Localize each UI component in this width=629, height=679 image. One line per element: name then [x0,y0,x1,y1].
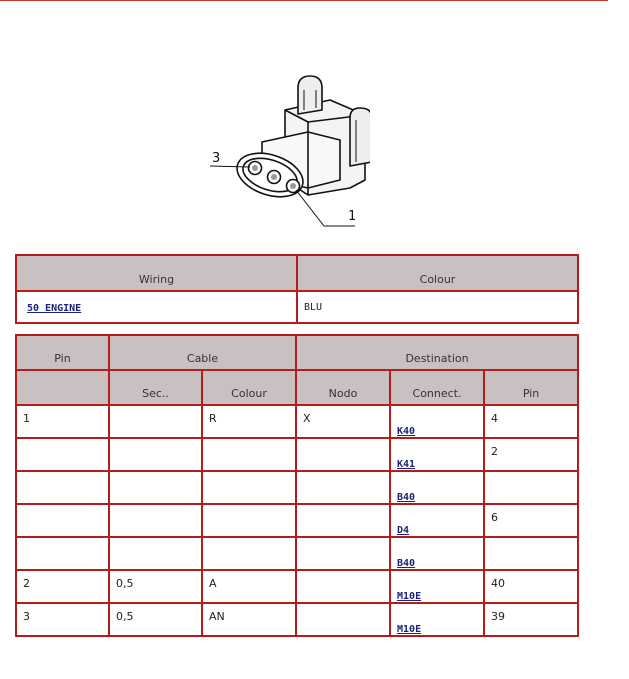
connect-cell [390,537,484,570]
wiring-table [15,254,579,324]
table-row [16,603,578,636]
wiring-link[interactable]: 50 ENGINE [27,302,82,314]
connect-cell [390,405,484,438]
table-row [16,504,578,537]
cable-colour-cell: AN [202,603,296,636]
dest-pin-header: Pin [484,370,578,405]
connect-cell [390,438,484,471]
sec-cell [109,537,202,570]
pin-cell [16,438,109,471]
dest-pin-cell: 6 [484,504,578,537]
connect-cell [390,471,484,504]
cable-colour-header: Colour [202,370,296,405]
cable-colour-cell [202,504,296,537]
table-row [16,570,578,603]
connector-link[interactable]: D4 [397,525,410,536]
nodo-header: Nodo [296,370,390,405]
wiring-header: Wiring [16,255,297,291]
cable-colour-cell [202,537,296,570]
top-divider [0,0,608,1]
pin-group-header: Pin [16,335,109,370]
table-row [16,537,578,570]
nodo-cell [296,603,390,636]
dest-pin-cell: 40 [484,570,578,603]
sec-cell [109,504,202,537]
dest-pin-cell: 4 [484,405,578,438]
cable-colour-cell: R [202,405,296,438]
pin-cell: 2 [16,570,109,603]
nodo-cell: X [296,405,390,438]
diagram-label-3: 3 [212,151,221,166]
sec-cell [109,405,202,438]
connector-link[interactable]: M10E [397,624,422,635]
dest-pin-cell [484,471,578,504]
sec-header: Sec.. [109,370,202,405]
table-row [16,291,578,323]
sec-cell: 0,5 [109,603,202,636]
dest-pin-cell: 39 [484,603,578,636]
nodo-cell [296,537,390,570]
colour-cell: BLU [297,291,578,323]
pin-cell: 1 [16,405,109,438]
connector-link[interactable]: K40 [397,426,416,437]
connect-header: Connect. [390,370,484,405]
connector-link[interactable]: B40 [397,558,416,569]
table-row [16,438,578,471]
pin-cell [16,471,109,504]
group-header-row [16,335,578,370]
diagram-label-1: 1 [348,209,357,224]
connector-link[interactable]: M10E [397,591,422,602]
connect-cell [390,603,484,636]
sec-cell [109,438,202,471]
pin-cell [16,537,109,570]
nodo-cell [296,570,390,603]
cable-colour-cell: A [202,570,296,603]
colour-header: Colour [297,255,578,291]
cable-colour-cell [202,438,296,471]
dest-pin-cell: 2 [484,438,578,471]
connector-link[interactable]: K41 [397,459,416,470]
wiring-header-row [16,255,578,291]
cable-colour-cell [202,471,296,504]
connect-cell [390,504,484,537]
dest-pin-cell [484,537,578,570]
nodo-cell [296,471,390,504]
connect-cell [390,570,484,603]
nodo-cell [296,438,390,471]
sec-cell: 0,5 [109,570,202,603]
pin-cell [16,504,109,537]
pin-cell: 3 [16,603,109,636]
cable-group-header: Cable [109,335,296,370]
connector-link[interactable]: B40 [397,492,416,503]
table-row [16,471,578,504]
table-row [16,405,578,438]
nodo-cell [296,504,390,537]
pin-sub-header-empty [16,370,109,405]
connector-diagram [200,70,370,235]
pins-table [15,334,579,637]
destination-group-header: Destination [296,335,578,370]
sec-cell [109,471,202,504]
wiring-cell [16,291,297,323]
sub-header-row [16,370,578,405]
